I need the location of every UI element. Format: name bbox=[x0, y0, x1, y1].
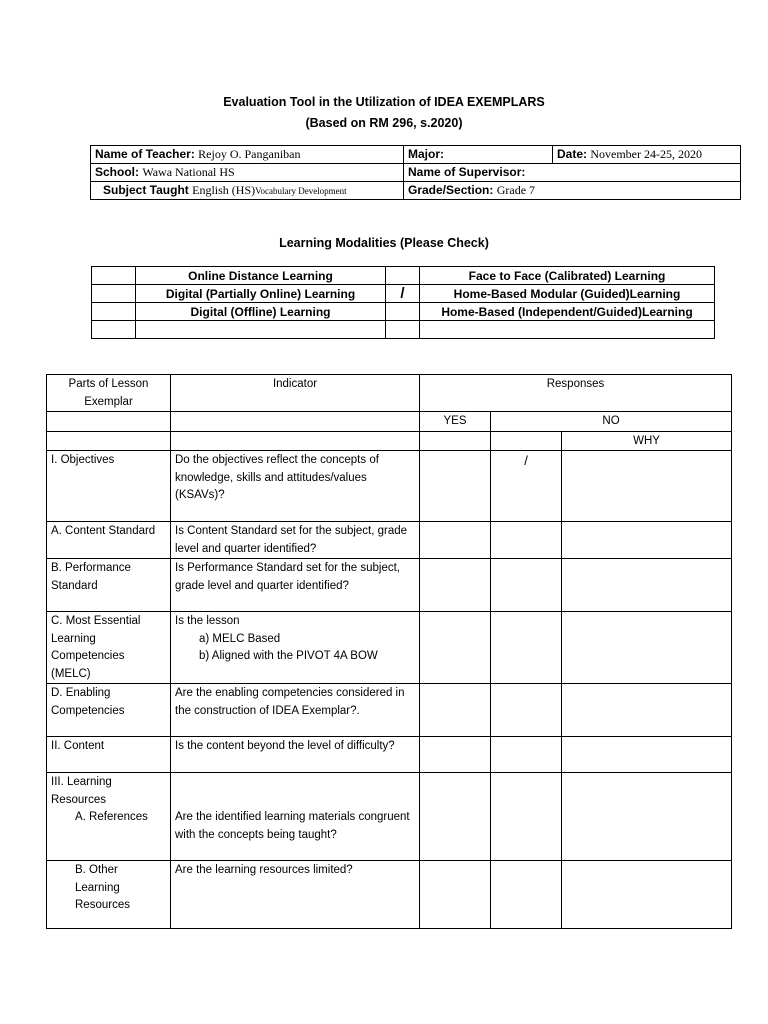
grade-label: Grade/Section: bbox=[408, 183, 494, 197]
indicator-cell: Is the content beyond the level of difficulty? bbox=[171, 737, 420, 773]
modality-label: Online Distance Learning bbox=[136, 267, 386, 285]
part-cell: II. Content bbox=[47, 737, 171, 773]
info-row-3 bbox=[91, 182, 741, 200]
why-cell[interactable] bbox=[562, 522, 732, 559]
why-cell[interactable] bbox=[562, 559, 732, 612]
indicator-intro: Is the lesson bbox=[175, 615, 240, 627]
indicator-cell: Is Content Standard set for the subject, grade level and quarter identified? bbox=[171, 522, 420, 559]
yes-cell[interactable] bbox=[420, 684, 491, 737]
subject-value-detail: Vocabulary Development bbox=[255, 186, 347, 196]
why-cell[interactable] bbox=[562, 684, 732, 737]
yes-header: YES bbox=[420, 412, 491, 432]
header-row bbox=[47, 431, 732, 451]
indicator-cell: Are the enabling competencies considered in the construction of IDEA Exemplar?. bbox=[171, 684, 420, 737]
no-cell[interactable] bbox=[491, 612, 562, 684]
modality-checkbox[interactable] bbox=[92, 303, 136, 321]
table-row bbox=[47, 737, 732, 773]
indicator-cell bbox=[171, 773, 420, 861]
yes-cell[interactable] bbox=[420, 737, 491, 773]
grade-value: Grade 7 bbox=[496, 183, 536, 197]
modality-label bbox=[420, 321, 715, 339]
no-cell[interactable] bbox=[491, 861, 562, 929]
date-cell bbox=[553, 146, 741, 164]
modality-checkbox[interactable] bbox=[386, 303, 420, 321]
indicator-item-a: a) MELC Based bbox=[199, 632, 281, 645]
yes-cell[interactable] bbox=[420, 559, 491, 612]
part-cell: B. Other Learning Resources bbox=[47, 861, 171, 929]
modality-label: Digital (Offline) Learning bbox=[136, 303, 386, 321]
parts-header: Parts of Lesson Exemplar bbox=[47, 375, 171, 412]
modality-checkbox[interactable] bbox=[92, 267, 136, 285]
table-row bbox=[47, 559, 732, 612]
part-cell: D. Enabling Competencies bbox=[47, 684, 171, 737]
table-row bbox=[47, 612, 732, 684]
subject-value: English (HS) bbox=[192, 183, 256, 197]
part-heading: III. Learning Resources bbox=[51, 776, 112, 806]
indicator-cell: Is Performance Standard set for the subject, grade level and quarter identified? bbox=[171, 559, 420, 612]
modality-checkbox[interactable] bbox=[386, 267, 420, 285]
evaluation-table bbox=[46, 374, 732, 929]
subject-label: Subject Taught bbox=[103, 183, 189, 197]
modality-label: Home-Based Modular (Guided)Learning bbox=[420, 285, 715, 303]
modality-label: Digital (Partially Online) Learning bbox=[136, 285, 386, 303]
why-cell[interactable] bbox=[562, 773, 732, 861]
modality-label: Home-Based (Independent/Guided)Learning bbox=[420, 303, 715, 321]
table-row bbox=[47, 451, 732, 522]
no-cell[interactable] bbox=[491, 559, 562, 612]
part-cell: A. Content Standard bbox=[47, 522, 171, 559]
subject-cell bbox=[91, 182, 404, 200]
yes-cell[interactable] bbox=[420, 451, 491, 522]
date-value: November 24-25, 2020 bbox=[590, 147, 703, 161]
modality-checkbox[interactable] bbox=[386, 321, 420, 339]
indicator-cell bbox=[171, 612, 420, 684]
date-label: Date: bbox=[557, 147, 588, 161]
why-cell[interactable] bbox=[562, 451, 732, 522]
info-row-1 bbox=[91, 146, 741, 164]
part-cell bbox=[47, 773, 171, 861]
responses-header: Responses bbox=[420, 375, 732, 412]
modality-label bbox=[136, 321, 386, 339]
supervisor-cell bbox=[404, 164, 741, 182]
no-cell[interactable] bbox=[491, 522, 562, 559]
part-subheading: A. References bbox=[75, 811, 148, 823]
teacher-label: Name of Teacher: bbox=[95, 147, 195, 161]
table-row bbox=[47, 861, 732, 929]
no-cell[interactable] bbox=[491, 737, 562, 773]
teacher-value: Rejoy O. Panganiban bbox=[198, 147, 301, 161]
modality-checkbox[interactable] bbox=[92, 321, 136, 339]
yes-cell[interactable] bbox=[420, 861, 491, 929]
modality-row bbox=[92, 285, 715, 303]
indicator-header: Indicator bbox=[171, 375, 420, 412]
indicator-text: Are the identified learning materials congruent with the concepts being taught? bbox=[175, 811, 410, 841]
supervisor-label: Name of Supervisor: bbox=[408, 165, 526, 179]
table-row bbox=[47, 522, 732, 559]
yes-cell[interactable] bbox=[420, 522, 491, 559]
modality-row bbox=[92, 321, 715, 339]
school-value: Wawa National HS bbox=[142, 165, 235, 179]
no-header: NO bbox=[491, 412, 732, 432]
major-label: Major: bbox=[408, 147, 444, 161]
part-cell: B. Performance Standard bbox=[47, 559, 171, 612]
why-cell[interactable] bbox=[562, 737, 732, 773]
table-row bbox=[47, 684, 732, 737]
no-cell[interactable] bbox=[491, 684, 562, 737]
modality-row bbox=[92, 267, 715, 285]
why-cell[interactable] bbox=[562, 861, 732, 929]
document-subtitle: (Based on RM 296, s.2020) bbox=[305, 116, 463, 130]
indicator-cell: Do the objectives reflect the concepts of knowledge, skills and attitudes/values (KSAVs)? bbox=[171, 451, 420, 522]
yes-cell[interactable] bbox=[420, 773, 491, 861]
part-cell: C. Most Essential Learning Competencies (MELC) bbox=[47, 612, 171, 684]
grade-cell bbox=[404, 182, 741, 200]
school-cell bbox=[91, 164, 404, 182]
indicator-item-b: b) Aligned with the PIVOT 4A BOW bbox=[199, 650, 378, 662]
document-title: Evaluation Tool in the Utilization of IDEA EXEMPLARS bbox=[223, 95, 545, 109]
part-cell: I. Objectives bbox=[47, 451, 171, 522]
info-row-2 bbox=[91, 164, 741, 182]
school-label: School: bbox=[95, 165, 139, 179]
indicator-cell: Are the learning resources limited? bbox=[171, 861, 420, 929]
no-cell[interactable]: / bbox=[491, 451, 562, 522]
yes-cell[interactable] bbox=[420, 612, 491, 684]
table-row bbox=[47, 773, 732, 861]
header-row bbox=[47, 412, 732, 432]
modality-row bbox=[92, 303, 715, 321]
why-header: WHY bbox=[562, 431, 732, 451]
modality-label: Face to Face (Calibrated) Learning bbox=[420, 267, 715, 285]
teacher-info-table bbox=[90, 145, 741, 200]
modalities-table bbox=[91, 266, 715, 339]
modality-checkbox[interactable] bbox=[92, 285, 136, 303]
header-row bbox=[47, 375, 732, 412]
teacher-cell bbox=[91, 146, 404, 164]
no-cell[interactable] bbox=[491, 773, 562, 861]
modality-checkbox[interactable]: / bbox=[386, 285, 420, 303]
major-cell bbox=[404, 146, 553, 164]
why-cell[interactable] bbox=[562, 612, 732, 684]
modalities-heading: Learning Modalities (Please Check) bbox=[279, 236, 489, 250]
